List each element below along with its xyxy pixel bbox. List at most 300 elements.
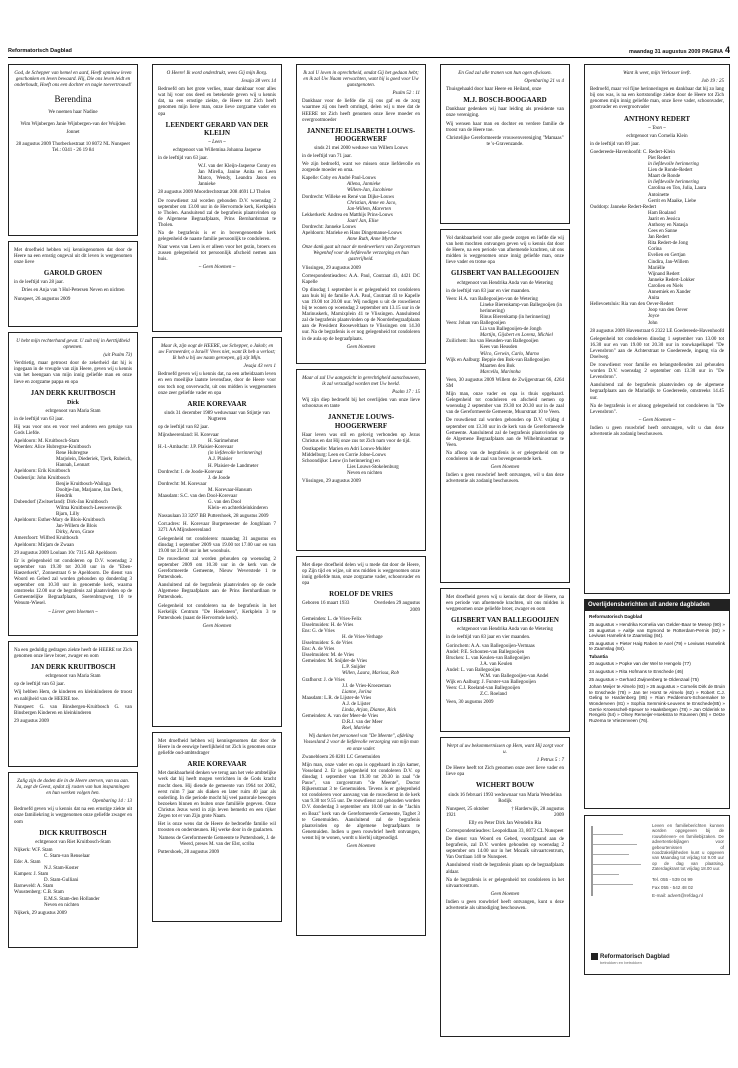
- family-list: [158, 433, 276, 512]
- verse-ref: Jesaja 38 vers 14: [241, 79, 276, 85]
- list-item: Ham Boaland: [648, 210, 676, 216]
- list-item: D. Stam-Gulliani: [44, 878, 79, 884]
- footer: Nijkerk, 29 augustus 2009: [14, 910, 67, 916]
- footer: ~ Geen bloemen ~: [198, 265, 236, 271]
- service: Gelegenheid tot condoleren: maandag 31 augustus en dinsdag 1 september 2009 van 19.00 tot 17.00 uur en van 19.00 tot 21.00 uur in het woonhuis.: [158, 536, 276, 554]
- list-item: H.-I.-Ambacht: J.P. Plaisier-Korevaar: [158, 445, 234, 451]
- list-item: H. Sarimehmet: [208, 439, 239, 445]
- list-item: Carolina en Ton, Julia, Laura: [648, 186, 707, 192]
- address: 29 augustus 2009 Loolaan 10c 7315 AB Apeldoorn: [14, 550, 117, 556]
- list-item: Anne Ruth, Anne Myrthe: [347, 237, 397, 243]
- list-item: Corina: [648, 247, 662, 253]
- body-2: We zijn bedroefd, want we missen onze liefdevolle en zorgende moeder en oma.: [302, 162, 420, 174]
- list-item: Allena, Jannieke: [347, 182, 381, 188]
- note: Indien u geen rouwbrief heeft ontvangen, wil u dan deze advertentie als zodanig beschouwen.: [446, 473, 564, 485]
- list-item: Maart de Ronde: [648, 174, 681, 180]
- body: Haar leven was stil en gelovig verbonden op Jezus Christus en dat Hij onze zus tot Zich nam voor de tijd.: [302, 432, 420, 444]
- service-4: Gelegenheid tot condoleren na de begrafenis in het Kerkelijk Centrum "De Hoeksteen", Kerkplein 3 te Puttershoek (naast de Hervormde kerk).: [158, 603, 276, 621]
- verse: Maar al zal Uw aangezicht in gerechtigheid aanschouwen, ik zal verzadigd worden met Uw beeld.: [302, 376, 420, 388]
- obituary-wichert-bouw: [440, 737, 570, 1037]
- spouse: echtgenoot van Cornelia Klein: [626, 133, 688, 139]
- list-item: Antoinette: [648, 192, 670, 198]
- list-item: Gorinchem: A.A. van Ballegooijen-Vermaas: [446, 643, 535, 649]
- signature: Namens de Gereformeerde Gemeente te Puttershoek, J. de Weerd, preses M. van der Elst, scriba: [158, 836, 276, 848]
- list-item: Bjarn, Lilly: [56, 512, 80, 518]
- age: in de leeftijd van 83 jaar en vier maanden.: [446, 288, 531, 294]
- list-item: Wilco, Gerwin, Carlo, Marno: [480, 351, 540, 357]
- signature: Christelijke Gereformeerde vrouwenvereniging "Mamaas" te 's-Gravenzande.: [446, 135, 564, 147]
- list-item: Carolien en Niels: [648, 283, 683, 289]
- obituary-roelof-de-vries: [296, 556, 426, 936]
- list-item: J.A. van Keulen: [480, 661, 513, 667]
- obituary-jannetje-louws-hoogerwerf: [296, 64, 426, 364]
- list-item: N.J. Stam-Koster: [44, 866, 79, 872]
- ad-fax: Fax 055 - 542 48 02: [652, 884, 694, 890]
- list-item: Nijkerk: W.F. Stam: [14, 847, 53, 853]
- family-list: [302, 176, 420, 243]
- thanks: Onze dank gaat uit naar de medewerkers van Zorgcentrum Wegenhof voor de liefdevolle verzorging en hun gastvrijheid.: [302, 245, 420, 263]
- tribute-m-j-bosch-boogaard: [440, 64, 570, 224]
- date: Veen, 30 augustus 2009: [446, 700, 494, 706]
- list-item: Rita Redert-de Jong: [648, 241, 688, 247]
- list-item: Joyce: [648, 314, 660, 320]
- list-item: Anthony en Natasja: [648, 223, 688, 229]
- list-item: IJsselmuiden: H. de Vries: [302, 622, 354, 628]
- deceased-name: GAROLD GROEN: [43, 269, 103, 278]
- service: Mijn man, onze vader en opa is opgebaard in zijn kamer, Vosseland 2. Er is gelegenheid tot condoleren D.V. op dinsdag 1 september van 19.30 tot 20.30 in zaal "de Pauw", van zorgcentrum "de Meente", Doctor Rijkersstraat 3 te Genemuiden. Tevens is er gelegenheid tot condoleren voor aanvang van de rouwdienst in de kerk van 9.30 tot 9.55 uur. De rouwdienst zal gehouden worden D.V. donderdag 3 september om 10.00 uur in de "Jachin en Boaz" kerk van de Gereformeerde Gemeente, Tagbet 3 te Genemuiden. Aansluitend zal de begrafenis plaatsvinden op de algemene begraafplaats te Genemuiden. Indien u geen rouwbrief heeft ontvangen, wenst bij te wonen, wordt u hierbij uitgenodigd.: [302, 762, 420, 841]
- list-item: Willen, Laura, Marissa, Rob: [342, 671, 399, 677]
- deceased-name: M.J. BOSCH-BOOGAARD: [463, 96, 547, 105]
- obituary-jan-derk-kruitbosch-family: [8, 641, 138, 767]
- service: Er is gelegenheid tot condoleren op D.V. woensdag 2 september van 19.30 tot 20.30 uur in de "Eben-Haezerkerk", Zonnestraat 6 te Apeldoorn. De dienst van Woord en Gebed zal worden gehouden op donderdag 3 september om 10.30 uur in genoemde kerk, waarna omstreeks 12.00 uur de begrafenis zal plaatsvinden op de Gemeentelijke Begraafplaats, Soerenbrugweg 10 te Wenum-Wiesel.: [14, 558, 132, 607]
- verse-ref: (uit Psalm 73): [103, 353, 132, 359]
- list-item: Linda, Arjan, Dianne, Rick: [342, 708, 397, 714]
- correspondence: Correspondentieadres: A.A. Paul, Coutraat 43, 4421 DC Kapelle: [302, 273, 420, 285]
- list-item: Dirky, Aron, Grace: [56, 530, 95, 536]
- list-item: Apeldoorn: Mirjam de Zwaan: [14, 542, 74, 548]
- age: in de leeftijd van 83 jaar en vier maanden.: [446, 635, 531, 641]
- column-4: [440, 64, 570, 1042]
- verse-ref: 1 Petrus 5 : 7: [536, 758, 564, 764]
- service-3: Na de begrafenis is er gelegenheid tot condoleren in het uitvaartcentrum.: [446, 877, 564, 889]
- age: in de leeftijd van 28 jaar.: [14, 280, 64, 286]
- verse-ref: Openbaring 21 vs 4: [524, 79, 564, 85]
- verse: U hebt mijn rechterhand gevat. U zult mij in Aerttijdheid opnemen.: [16, 339, 130, 351]
- dates-row: [302, 601, 420, 613]
- spouse: echtgenoot van Willemina Johanna Jasperse: [172, 147, 261, 153]
- list-item: Middelburg: Leen en Corrie Jobse-Louws: [302, 452, 386, 458]
- nickname: ~ Toon ~: [648, 125, 666, 131]
- nickname: We noemen haar Nadine: [48, 110, 98, 116]
- list-item: Marjolein, Diederiek, Tjerk, Rubeich, Hannah, Lennart: [56, 457, 132, 469]
- list-item: Jan-Willem de Blois: [56, 524, 97, 530]
- family-list: [302, 617, 420, 733]
- death-date: † Harderwijk, 28 augustus 2009: [511, 806, 564, 818]
- dates-row: [446, 807, 564, 819]
- list-item: Kapelle: Coby en André Paul-Louws: [302, 176, 376, 182]
- list-item: Veen: C.J. Roeland-van Ballegooijen: [446, 686, 521, 692]
- intro: Met droefheid hebben wij kennisgenomen dat door de Heere na een ernstig ongeval uit dit leven is weggenomen onze lieve: [14, 248, 132, 266]
- birth-announcement-berendina: [8, 64, 138, 236]
- list-item: G. van den Dool: [208, 500, 242, 506]
- intro: Bedroefd geven wij u kennis dat, na een arbeidzaam leven en een moeilijke laatste levensfase, door de Heere voor ons toch nog onverwacht, uit ons midden is weggenomen onze zeer geliefde vader en opa: [158, 372, 276, 396]
- obituary-gijsbert-van-ballegooijen-family: [440, 588, 570, 732]
- list-item: Dubendorf (Zwitserland): Dirk-Jan Kruitbosch: [14, 499, 108, 505]
- intro: Met diepe droefheid delen wij u mede dat door de Heere, op Zijn tijd en wijze, uit ons midden is weggenomen onze innig geliefde man, onze zorgzame vader, schoonvader en opa: [302, 563, 420, 587]
- ad-email[interactable]: E-mail: advert@refdag.nl: [652, 892, 703, 898]
- list-item: Grafhorst: J. de Vries: [302, 677, 345, 683]
- note: Naar wens van Leen is er alleen voor het gezin, broers en zussen gelegenheid tot persoonlijk afscheid nemen aan huis.: [158, 245, 276, 263]
- list-item: IJsselmuiden: S. de Vries: [302, 640, 353, 646]
- list-item: Apeldoorn: Marieke en Hans Dingemanse-Louws: [302, 231, 402, 237]
- list-item: John: [648, 320, 658, 326]
- list-item: Janneke Redert-Lokker: [648, 277, 695, 283]
- service-2: Aansluitend vindt de begrafenis plaats op de begraafplaats aldaar.: [446, 863, 564, 875]
- list-item: 20 augustus » Popke van der Wel te Hengelo (77): [589, 661, 691, 667]
- service-2: De rouwdienst zal worden gehouden op woensdag 2 september 2009 om 10.30 uur in de kerk van de Gereformeerde Gemeente, Nieuw Weverstede 1 te Puttershoek.: [158, 556, 276, 581]
- column-2: [152, 64, 282, 927]
- list-item: Dordrecht: M. Korevaar: [158, 481, 207, 487]
- verse: O Heere! Ik word onderdrukt, wees Gij mijn Borg.: [166, 71, 268, 76]
- verse: Maar ik, zijn oogt de HEERE, uw Schepper, o Jakob; en uw Formeerder, o Israël! Vrees niet, want Ik heb u verlost; Ik heb u bij uw naam geroepen, gij zijt Mijn.: [158, 344, 276, 362]
- correspondence: Correspondentieadres: Leopoldlaan 33, 8072 CL Nunspeet: [446, 828, 564, 834]
- list-item: Ouddorp: Janneke Redert-Redert: [590, 204, 657, 210]
- list-item: Dordrecht: Willeke en René van Dijke-Louws: [302, 194, 395, 200]
- list-item: (in liefdevolle herinnering): [208, 451, 263, 457]
- verse-ref: Psalm 52 : 11: [392, 91, 420, 97]
- brand-mark-icon: [591, 953, 598, 960]
- age: in de leeftijd van 63 jaar.: [158, 155, 208, 161]
- family-list: [302, 447, 420, 477]
- service: Op dinsdag 1 september is er gelegenheid tot condoleren aan huis bij de familie A.A. Paul, Coutraat 43 te Kapelle van 19.00 tot 20.00 uur. Wij nodigen u uit de rouwdienst bij te wonen op woensdag 2 september om 13.15 uur in de Marinuskerk, Marnixplein 41 te Vlissingen. Aansluitend zal de begrafenis plaatsvinden op de Noorderbegraafplaats aan de President Rooseveltlaan te Vlissingen om 14.30 uur. Na de begrafenis is er nog gelegenheid tot condoleren in de aula op de begraafplaats.: [302, 287, 420, 342]
- list-item: Klein- en achterkleinkinderen: [208, 506, 268, 512]
- column-3: [296, 64, 426, 941]
- list-item: Mariëlle: [648, 265, 665, 271]
- advertising-info: [584, 815, 730, 975]
- body: Met dankbaarheid denken we terug aan het vele ambtelijke werk dat hij heeft mogen verrichten in de Gods kracht mocht doen. Hij diende de gemeente van 1964 tot 2002, eerst ruim 7 jaar als diaken en later ruim 40 jaar als ouderling. In die periode mocht hij veel pastorale bewogen bezoeken binnen en buiten onze familiële gegeven. Onze Christus Jezus werd in zijn leven bemerkt en een rijker Zegen tot er van Zijn grote Naam.: [158, 771, 277, 819]
- address: Nassaulaan 33 3297 BB Puttershoek, 28 augustus 2009: [158, 514, 269, 520]
- list-item: M. Korevaar-Hansum: [208, 487, 252, 493]
- list-item: Willem-Jan, Jacobiene: [347, 188, 393, 194]
- other-papers-obituaries: [584, 599, 730, 809]
- list-item: H. de Vries-Verhage: [342, 634, 383, 640]
- list-item: Wijk en Aalburg: J. Furster-van Ballegooijen: [446, 680, 536, 686]
- spouse: echtgenoot van Maria Stam: [45, 408, 101, 414]
- list-item: Wilma Kruitbosch-Leeuwenwijk: [56, 506, 122, 511]
- obituary-dick-kruitbosch: [8, 772, 138, 948]
- footer: Geen bloemen: [490, 465, 520, 471]
- list-item: Veen: H.A. van Ballegooijen-van de Wetering: [446, 296, 538, 302]
- list-item: Ede: A. Stam: [14, 859, 41, 865]
- deceased-nickname: Dick: [67, 399, 79, 406]
- list-item: Maasdam: S.C. van den Dool-Korevaar: [158, 494, 238, 500]
- spouse: echtgenoot van Riet Kruitbosch-Stam: [35, 839, 111, 845]
- deceased-name: WICHERT BOUW: [475, 781, 535, 790]
- deceased-name: JAN DERK KRUITBOSCH: [30, 388, 116, 397]
- list-item: Joop van den Oever: [648, 308, 688, 314]
- deceased-name: ROELOF DE VRIES: [329, 590, 393, 599]
- list-item: Benjie Kruitbosch-Walinga: [56, 481, 111, 487]
- family: Elly en Peter Dirk Jan Wendelin Ria: [468, 820, 542, 826]
- list-item: Andel: L. van Ballegooijen: [446, 667, 501, 673]
- deceased-name: JANNETJE LOUWS-HOOGERWERF: [327, 413, 395, 430]
- list-item: Jan Redert: [648, 235, 670, 241]
- family-list: [446, 644, 564, 699]
- family-intro: Hij was voor ons en voor veel anderen een getuige van Gods Liefde.: [14, 424, 132, 436]
- intro: De Heere heeft tot Zich genomen onze zeer lieve vader en lieve opa: [446, 766, 564, 778]
- deceased-name: ARIE KOREVAAR: [187, 760, 247, 769]
- list-item: Marcella, Marinnha: [480, 369, 521, 375]
- list-item: Woerden: Alice Hubregtse-Kruitbosch: [14, 445, 91, 451]
- list-item: Ens: G. de Vries: [302, 628, 335, 634]
- obituary-arie-korevaar: [152, 337, 282, 727]
- footer: ~ Liever geen bloemen ~: [48, 609, 98, 615]
- list-item: in liefdevolle herinnering: [648, 180, 699, 186]
- list-item: Wijk en Aalburg: Beppie den Bok-van Ballegooijen: [446, 357, 550, 363]
- date: Veen, 30 augustus 2009 Willem de Zwijgerstraat 66, 4264 SM: [446, 377, 564, 390]
- list-item: A.J. Plaisier: [208, 457, 233, 463]
- list-item: Lineke Bierenkamp-van Ballegooijen (in herinnering): [480, 302, 563, 314]
- source-heading: Reformatorisch Dagblad: [589, 614, 643, 620]
- spouse: sinds 31 december 1989 weduwnaar van Stijntje van Nugteren: [164, 410, 270, 422]
- list-item: H. Plaisier-de Landmeter: [208, 463, 259, 469]
- service-2: De rouwdienst zal worden gehouden op D.V. vrijdag 4 september om 13.30 uur in de kerk van de Gereformeerde Gemeente. Aansluitend zal de begrafenis plaatsvinden op de Algemene Begraafplaats aan de Wilhelminastraat te Veen.: [446, 418, 564, 448]
- thanks: Wij danken het personeel van "De Meente", afdeling Vossesland 2 voor de liefdevolle verzorging van mijn man en onze vader.: [303, 734, 419, 752]
- birth-date: Nunspeet, 25 oktober 1921: [446, 806, 489, 818]
- address: 28 augustus 2009 Moordrechtstraat 208 4691 LJ Tholen: [158, 190, 271, 196]
- obituary-arie-korevaar-church: [152, 732, 282, 922]
- list-item: Martijn, Gijsbert en Lorenz, Michiel: [480, 333, 553, 339]
- list-item: Cindira, Jan-Willem: [648, 259, 689, 265]
- correspondence: Corr.adres: H. Korevaar Burgemeester de Jonghlaan 7 3271 AA Mijnsheerenland: [158, 522, 276, 534]
- list-item: Gemeinden: L. de Vries-Felix: [302, 616, 362, 622]
- date: Vlissingen, 29 augustus 2009: [302, 479, 361, 485]
- deceased-name: ARIE KOREVAAR: [187, 399, 247, 408]
- age: in de leeftijd van 89 jaar.: [590, 141, 640, 147]
- intro: Bedroefd geven wij u kennis dat na een ernstige ziekte uit onze familiekring is weggenomen onze geliefde zwager en oom: [14, 807, 132, 825]
- list-item: IJsselmuiden: M. de Vries: [302, 653, 355, 659]
- footer: Geen bloemen: [346, 843, 376, 849]
- spouse: echtgenoot van Hendrika Anda van de Wetering: [457, 627, 553, 633]
- list-item: Lekkerkerk: Andrea en Matthijs Prins-Louws: [302, 212, 393, 218]
- service: Gelegenheid tot condoleren dinsdag 1 september van 13.00 tot 16.30 uur en van 19.00 tot 20.30 uur in rouwkapelkapel "De Levensbron" aan de Achterstraat te Goedereede, ingang via de Doelweg.: [590, 336, 724, 360]
- service: De rouwdienst zal worden gehouden D.V. woensdag 2 september om 13.00 uur in de Hervormde kerk, Kerkplein te Tholen. Aansluitend zal de begrafenis plaatsvinden op de Algemene Begraafplaats, Prins Bernhardstraat te Tholen.: [158, 198, 276, 228]
- list-item: Lies Louws-Stokelenburg: [347, 465, 399, 471]
- list-item: Dooltje-Jan, Marjanne, Jan Derk, Hendrik: [56, 487, 123, 499]
- list-item: Lien de Ronde-Redert: [648, 168, 693, 174]
- age: op de leeftijd van 63 jaar.: [14, 682, 65, 688]
- list-item: Neven en nichten: [44, 902, 79, 908]
- intro: Verdrietig, maar getroost door de zekerheid dat hij is ingegaan in de vreugde van zijn Heere, geven wij u kennis van het heengaan van mijn innig geliefde man en onze lieve en zorgzame pappa en opa: [14, 361, 132, 385]
- child-name: Berendina: [54, 94, 92, 105]
- list-item: Z.C. Roeland: [480, 692, 507, 698]
- list-item: Schoondijke: Leuw (in herinnering) en: [302, 458, 380, 464]
- list-item: Oostkapelle: Marien en Adri Louws-Mulder: [302, 446, 391, 452]
- list-item: L.P. Snijder: [342, 665, 366, 671]
- spouse: echtgenoot van Maria Stam: [45, 674, 101, 680]
- birth-date: Geboren 16 maart 1933: [302, 601, 350, 607]
- age: op de leeftijd van 82 jaar.: [158, 424, 209, 430]
- service-2: De rouwdienst voor familie en belangstellenden zal gehouden worden D.V. woensdag 2 september om 13.30 uur in "De Levensbron".: [590, 363, 724, 381]
- verse: En God zal alle tranen van hun ogen afwissen.: [458, 71, 552, 76]
- list-item: Annemiek en Xander: [648, 290, 691, 296]
- list-item: Veen: Johan van Ballegooijen: [446, 321, 506, 327]
- deceased-name: GIJSBERT VAN BALLEGOOIJEN: [451, 269, 559, 278]
- list-item: Kees van Heusden: [480, 345, 518, 351]
- footer: ~ Geen bloemen ~: [638, 417, 676, 423]
- list-item: Piet Redert: [648, 155, 671, 161]
- list-item: Barneveld: A. Stam: [14, 884, 54, 890]
- list-item: Hellevoetsluis: Ria van den Oever-Redert: [590, 302, 674, 308]
- deceased-name: JANNETJE ELISABETH LOUWS-HOOGERWERF: [306, 126, 416, 143]
- list-item: Apeldoorn: M. Kruitbosch-Stam: [14, 438, 80, 444]
- service-4: Na de begrafenis is er alsnog gelegenheid tot condoleren in "De Levensbron".: [590, 403, 724, 415]
- list-item: Ens: A. de Vries: [302, 647, 335, 653]
- list-item: Dordrecht: Jannekе Louws: [302, 224, 356, 230]
- obituary-jannetje-louws-family: [296, 369, 426, 551]
- list-item: Evelien en Gertjan: [648, 253, 686, 259]
- list-item: Gemeinden: A. van der Meer-de Vries: [302, 714, 379, 720]
- verse: Ik zal U loven in oprechtheid, omdat Gij het gedaan hebt; en ik zal Uw Naam verwachten, want hij is goed voor Uw gunstgenoten.: [303, 71, 419, 89]
- list-item: 25 augustus » Hendrika Kornelia van Gelder-Baar te Mesep (90) » 26 augustus » Aaltje van Egmond te Rotterdam-Pernis (82) » Leviwas Hamelink te Zaamslag (84).: [589, 621, 725, 639]
- list-item: Cees en Sanne: [648, 229, 678, 235]
- list-item: 24 augustus » Rita Hofmans te Enschede (46): [589, 669, 684, 675]
- ad-body: Leven en familieberichten kunnen worden opgegeven bij de rouwbrieven- en familiebijzaken. De advertentiebijlagen voor gebeurtenissen of noodzakelijkheden kunt u opgeven van Maandag tot vrijdag tot 9.00 uur op de dag van plaatsing. Zaterdagkrant tot vrijdag 18.00 uur.: [652, 823, 724, 871]
- footer: Geen bloemen: [346, 344, 376, 350]
- service-3: Aansluitend zal de begrafenis plaatsvinden op de oude Algemene Begraafplaats aan de Prins Bernhardlaan te Puttershoek.: [158, 583, 276, 601]
- list-item: E.M.S. Stam-den Hollander: [44, 896, 100, 902]
- ad-phone: Tel. 055 - 539 04 99: [652, 877, 693, 883]
- list-item: Zuilichem: Ina van Heusden-van Ballegooijen: [446, 339, 539, 345]
- deceased-name: LEENDERT GERARD VAN DER KLEIJN: [165, 120, 269, 137]
- list-item: Neven en nichten: [347, 471, 382, 477]
- spouse: echtgenoot van Hendrika Anda van de Wetering: [457, 280, 553, 286]
- list-item: in liefdevolle herinnering: [648, 162, 699, 168]
- family-list: [14, 439, 132, 549]
- body-2: Wij wensen haar man en dochter en verdere familie de troost van de Heere toe.: [446, 121, 564, 133]
- spouse: sinds 16 februari 1993 weduwnaar van Maria Wendelina Rodijk: [448, 792, 562, 804]
- list-item: Rene Hubregtse: [56, 451, 89, 457]
- age: in de leeftijd van 71 jaar.: [302, 153, 352, 159]
- source-heading: Tubantia: [589, 653, 608, 659]
- list-item: Jan-Willem, Marerten: [347, 206, 391, 212]
- age: in de leeftijd van 63 jaar.: [14, 416, 64, 422]
- obituary-anthony-redert: [584, 64, 730, 594]
- date: Vlissingen, 29 augustus 2009: [302, 265, 361, 271]
- deceased-name: ANTHONY REDERT: [623, 114, 691, 123]
- list-item: Wuustenberg: C.B. Stam: [14, 890, 64, 896]
- intro: Met droefheid hebben wij kennisgenomen dat door de Heere in de eeuwige heerlijkheid tot Zich is genomen onze geliefde oud-ambtsdrager: [158, 739, 276, 757]
- list-item: Roel, Marieke: [342, 726, 371, 732]
- list-item: Maasdam: L.R. de Lijster-de Vries: [302, 695, 372, 701]
- list-item: Apeldoorn: Erik Kruitbosch: [14, 469, 71, 475]
- parents: Wim Wijnbergen Janie Wijnbergen-van der Wuijden: [20, 122, 126, 128]
- address: Zwanebloem 26 8281 LC Genemuiden: [302, 754, 381, 760]
- verse: Zalig zijn de doden die in de Heere sterven, van nu aan. Ja, zegt de Geest, opdat zij rusten van hun inspanningen en hun werken volgen hen.: [16, 779, 130, 797]
- brand-name: Reformatorisch Dagblad: [600, 953, 670, 960]
- deceased-name: DICK KRUITBOSCH: [39, 828, 107, 837]
- list-item: Amersfoort: Wilfred Kruitbosch: [14, 536, 79, 542]
- list-item: Maarten den Bok: [480, 363, 515, 369]
- footer: Geen bloemen: [490, 891, 520, 897]
- body-2: Het is onze wens dat de Heere de bedroefde familie wil troosten en ondersteunen. Hij werke door in de gaalacten.: [158, 822, 276, 834]
- list-item: Jaarit en Jessica: [648, 216, 680, 222]
- family: Nunspeet: G. van Binsbergen-Kruitbosch G. van Binsbergen Kinderen en kleinkinderen: [14, 704, 132, 716]
- list-item: D.R.J. van der Meer: [342, 720, 383, 726]
- obituary-gijsbert-van-ballegooijen: [440, 229, 570, 583]
- obituary-garold-groen: [8, 241, 138, 327]
- service: Mijn man, onze vader en opa is thuis opgebaard. Gelegenheid tot condoleren en afscheid nemen op woensdag 2 september van 19.30 tot 20.30 uur in de zaal van de Gereformeerde Gemeente, Muurstraat 10 te Veen.: [446, 392, 564, 416]
- page-header: [8, 45, 730, 58]
- brand-tagline: betrokken en betrokken: [600, 960, 642, 966]
- intro: Na een geduldig gedragen ziekte heeft de HEERE tot Zich genomen onze lieve broer, zwager en oom: [14, 648, 132, 660]
- verse: God, de Schepper van hemel en aard, Heeft opnieuw leven geschonken en leven bewaard. Hij, Die ons leven leidt en onderhoudt, Hoeft ons een dochter en nagie toevertrouwd!: [14, 71, 132, 89]
- family-list: [14, 848, 132, 909]
- list-item: Apeldoorn: Esther-Mary de Blois-Kruitbosch: [14, 518, 105, 524]
- list-item: 25 augustus » Gerhard Zwijnenberg te Oldenzaal (75): [589, 676, 699, 682]
- obituary-jan-derk-kruitbosch: [8, 332, 138, 636]
- deceased-name: JAN DERK KRUITBOSCH: [30, 663, 116, 672]
- family: Dries en Anja van 't Hul-Petersen Neven en nichten: [21, 288, 125, 294]
- list-item: Brucken: L. van Keulen-van Ballegooijen: [446, 655, 530, 661]
- service-3: Aansluitend zal de begrafenis plaatsvinden op de algemene begraafplaats aan de Mariadijk te Goedereede, omstreeks 14.45 uur.: [590, 383, 724, 401]
- nickname: ~ Leen ~: [208, 139, 226, 145]
- intro: Thuisgehaald door haar Heere en Heiland, onze: [446, 87, 542, 93]
- date: 29 augustus 2009: [14, 718, 49, 724]
- list-item: Dordrecht: I. de Joode-Korevaar: [158, 469, 223, 475]
- spouse: sinds 21 mei 2000 weduwe van Willem Louws: [314, 145, 408, 151]
- intro: Vol dankbaarheid voor alle goede zorgen en liefde die wij van hem mochten ontvangen geven wij u kennis dat door de Heere, na een periode van afnemende krachten, uit ons midden is weggenomen onze innig geliefde man, onze lieve vader en trotse opa: [446, 236, 564, 266]
- list-item: A.J. de Lijster: [342, 701, 371, 707]
- footer: Puttershoek, 28 augustus 2009: [158, 850, 220, 856]
- list-item: Andel: P.E. Schouten-van Ballegooijen: [446, 649, 525, 655]
- brand-logo: [591, 953, 670, 966]
- sibling: Jonnet: [66, 130, 80, 136]
- list-item: Lianne, Jorina: [342, 689, 372, 695]
- intro: Bedroefd om het grote verlies, maar dankbaar voor alles wat hij voor ons deed en betekende geven wij u kennis dat, na een ernstige ziekte, de Heere tot Zich heeft genomen mijn lieve man, onze lieve zorgzame vader en opa: [158, 87, 276, 117]
- list-item: J.J. de Vries-Kroezeman: [342, 683, 391, 689]
- verse-ref: Job 19 : 25: [701, 79, 724, 85]
- list-item: C. Stam-van Renselaar: [44, 853, 90, 859]
- family: W.J. van der Kleijn-Jasperse Conny en Jan Mirella, Janine Anita en Leen Marco, Wendy, Leandra Jason en Jannieke: [198, 164, 276, 188]
- list-item: W.M. van Ballegooijen-van Andel: [480, 673, 549, 679]
- list-item: Anita: [648, 296, 660, 302]
- intro: Dankbaar voor de liefde die zij ons gaf en de zorg waarmee zij ons heeft omringd, delen wij u mee dat de HEERE tot Zich heeft genomen onze lieve moeder en overgrootmoeder: [302, 99, 420, 123]
- list-item: Gemeinden: M. Snijder-de Vries: [302, 659, 368, 665]
- note: Indien u geen rouwbrief heeft ontvangen, kunt u deze advertentie als uitnodiging beschouwen.: [446, 899, 564, 912]
- note: Indien u geen rouwbrief heeft ontvangen, wilt u dan deze advertentie als zodanig beschouwen.: [590, 425, 724, 438]
- obituary-leendert-van-der-kleijn: [152, 64, 282, 332]
- body: Wij hebben Hem, de kinderen en kleinkinderen de troost en nabijheid van de HEERE toe.: [14, 690, 132, 702]
- verse-ref: Psalm 17 : 15: [392, 390, 420, 396]
- service: De dienst van Woord en Gebed, voorafgaand aan de begrafenis, zal D.V. worden gehouden op woensdag 2 september om 14.00 uur in het Mozaïk uitvaartcentrum, Van Oortlaan 140 te Nunspeet.: [446, 837, 564, 861]
- list-item: Gerrit en Maaike, Liebe: [648, 198, 697, 204]
- address: 28 augustus 2009 Thorbeckestraat 10 8072 NL Nunspeet Tel.: 0341 - 26 19 84: [16, 141, 130, 153]
- death-date: Overleden 29 augustus 2009: [374, 601, 420, 613]
- body: Dankbaar gedenken wij haar leiding als presidente van onze vereniging.: [446, 107, 564, 119]
- family-list: [590, 150, 724, 327]
- decorative-lines-icon: [591, 826, 643, 896]
- page-date: maandag 31 augustus 2009 PAGINA 4: [628, 45, 730, 56]
- intro: Bedroefd, maar vol fijne herinneringen en dankbaar dat hij zo lang bij ons was, is na een kortstondige ziekte door de Heere tot Zich genomen mijn innig geliefde man, onze lieve vader, schoonvader, grootvader en overgrootvader: [590, 87, 724, 111]
- address: 28 augustus 2009 Havenstraat 6 2322 LE Goedereede-Havenhoofd: [590, 328, 724, 334]
- list-item: Johan Meijer te Almelo (93) » 26 augustus » Cornelis Dirk de Bruin te Enschede (78) » Jan ter Horst te Almelo (62) » Robert C.J. Geling te Hardenberg (85) » Rian Peddemors-Schoemaker te Wonderveen (81) » Sophia Semmink-Leuvens te Enschede(85) » Gerrie Kroesschell-Speuer te Haaksbergen (78) » Jan Olderink te Rengelo (54) » Olney Remeijer-Hoekstra te Rouveen (65) » Oetze Ruzema te Vriezenveen (76).: [589, 684, 725, 723]
- list-item: Mijnsheerenland: H. Korevaar: [158, 433, 219, 439]
- column-1: [8, 64, 138, 953]
- intro: Wij zijn diep bedroefd bij het overlijden van onze lieve schoonzus en tante: [302, 398, 420, 410]
- verse-ref: Jesaja 43 vers 1: [243, 364, 276, 370]
- deceased-name: GIJSBERT VAN BALLEGOOIJEN: [451, 616, 559, 625]
